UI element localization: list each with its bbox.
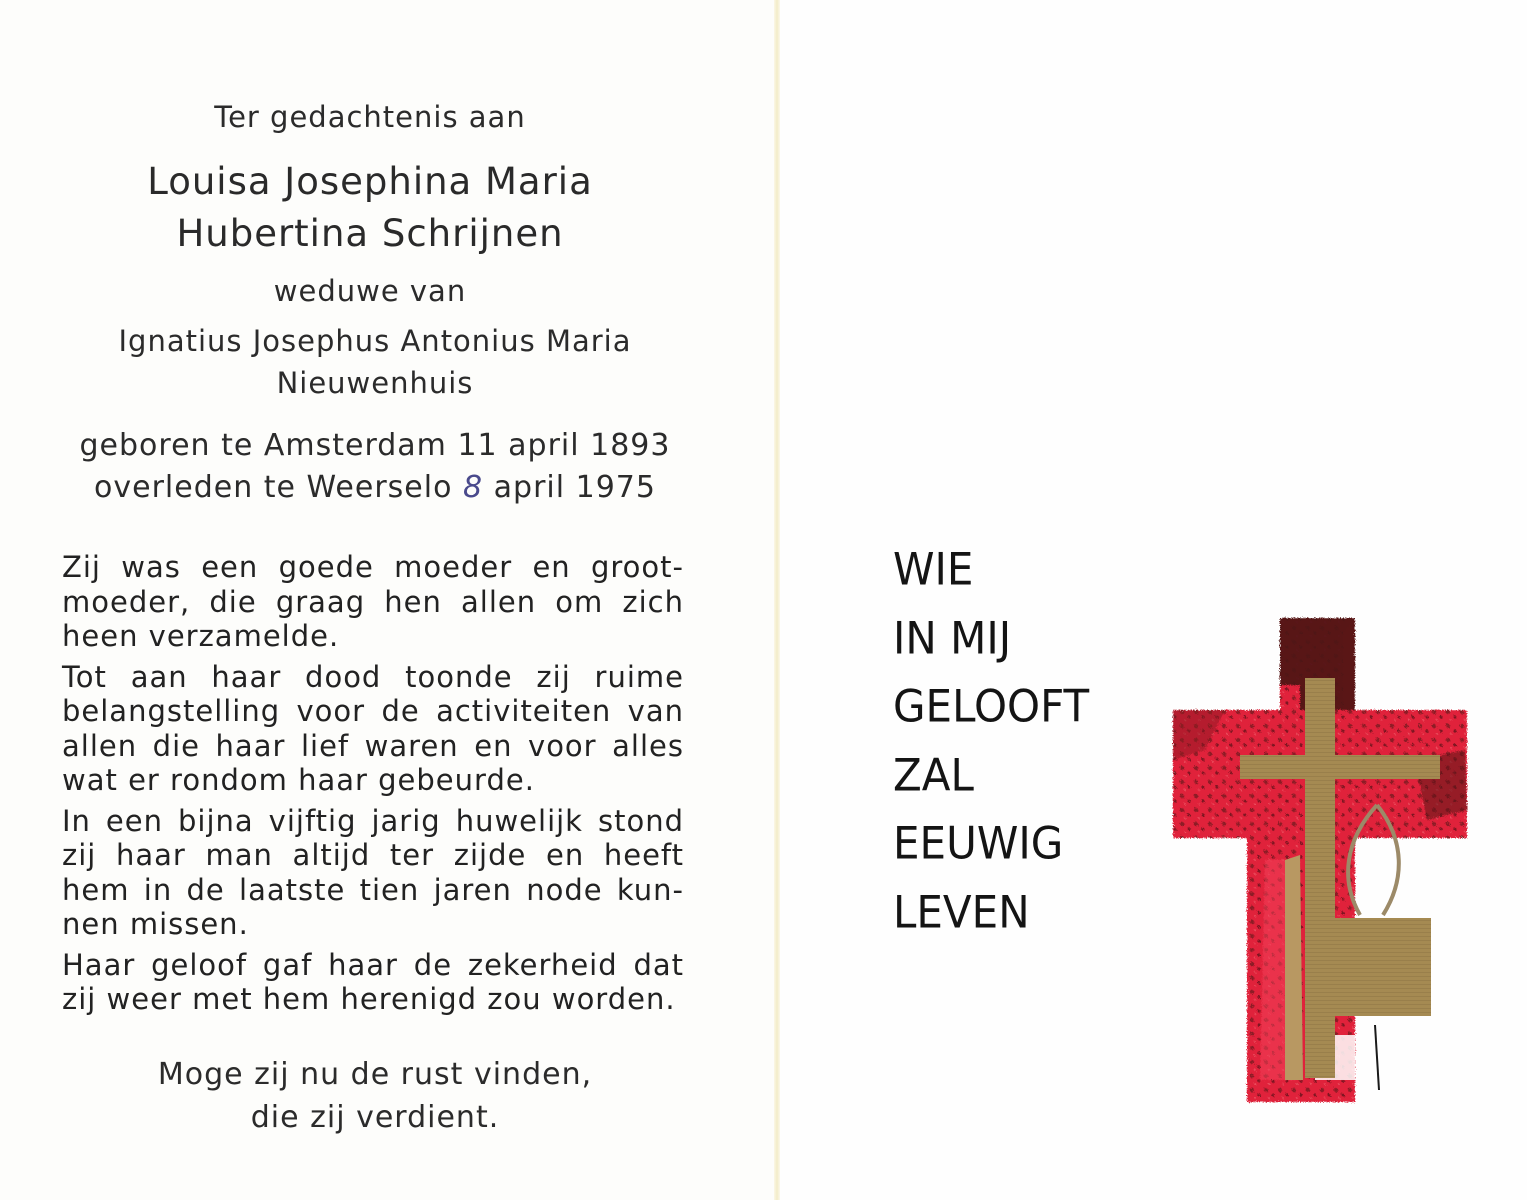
cross-illustration-icon	[1165, 610, 1475, 1110]
scripture-verse	[893, 536, 1089, 947]
death-place: overleden te Weerselo	[94, 470, 453, 505]
death-date: april 1975	[493, 470, 656, 505]
widow-of-line: weduwe van	[273, 274, 467, 308]
closing-line2: die zij verdient.	[250, 1100, 500, 1135]
eulogy-paragraph: Tot aan haar dood toonde zij ruime belangstelling voor de activiteiten van allen die haar lief waren en voor alles wat er rondom haar gebeurde.	[62, 659, 684, 797]
artist-signature-mark	[1375, 1025, 1379, 1090]
verse-line: ZAL	[893, 749, 974, 801]
closing-line1: Moge zij nu de rust vinden,	[157, 1057, 593, 1092]
eulogy-paragraph: Zij was een goede moeder en groot-moeder, die graag hen allen om zich heen verzamelde.	[62, 550, 684, 653]
verse-line: IN MIJ	[893, 612, 1012, 664]
eulogy-paragraph: In een bijna vijftig jarig huwelijk stond zij haar man altijd ter zijde en heeft hem in de laatste tien jaren node kun-nen missen.	[62, 803, 684, 941]
birth-line: geboren te Amsterdam 11 april 1893	[79, 428, 671, 463]
verse-line: EEUWIG	[893, 817, 1064, 870]
spouse-name-line2: Nieuwenhuis	[276, 366, 474, 400]
verse-line: LEVEN	[893, 886, 1030, 938]
deceased-name-line1: Louisa Josephina Maria	[147, 160, 593, 203]
death-line	[60, 470, 690, 505]
death-day-handwritten: 8	[463, 470, 484, 505]
deceased-name-line2: Hubertina Schrijnen	[176, 212, 564, 255]
spouse-name-line1: Ignatius Josephus Antonius Maria	[118, 324, 632, 358]
eulogy-text	[62, 550, 684, 1023]
eulogy-paragraph: Haar geloof gaf haar de zekerheid dat zij weer met hem herenigd zou worden.	[62, 947, 684, 1016]
cross-artwork	[1165, 610, 1475, 1110]
candle-block-shape	[1313, 918, 1431, 1016]
intro-line: Ter gedachtenis aan	[214, 100, 526, 134]
verse-line: GELOOFT	[893, 680, 1090, 733]
verse-line: WIE	[893, 543, 974, 596]
